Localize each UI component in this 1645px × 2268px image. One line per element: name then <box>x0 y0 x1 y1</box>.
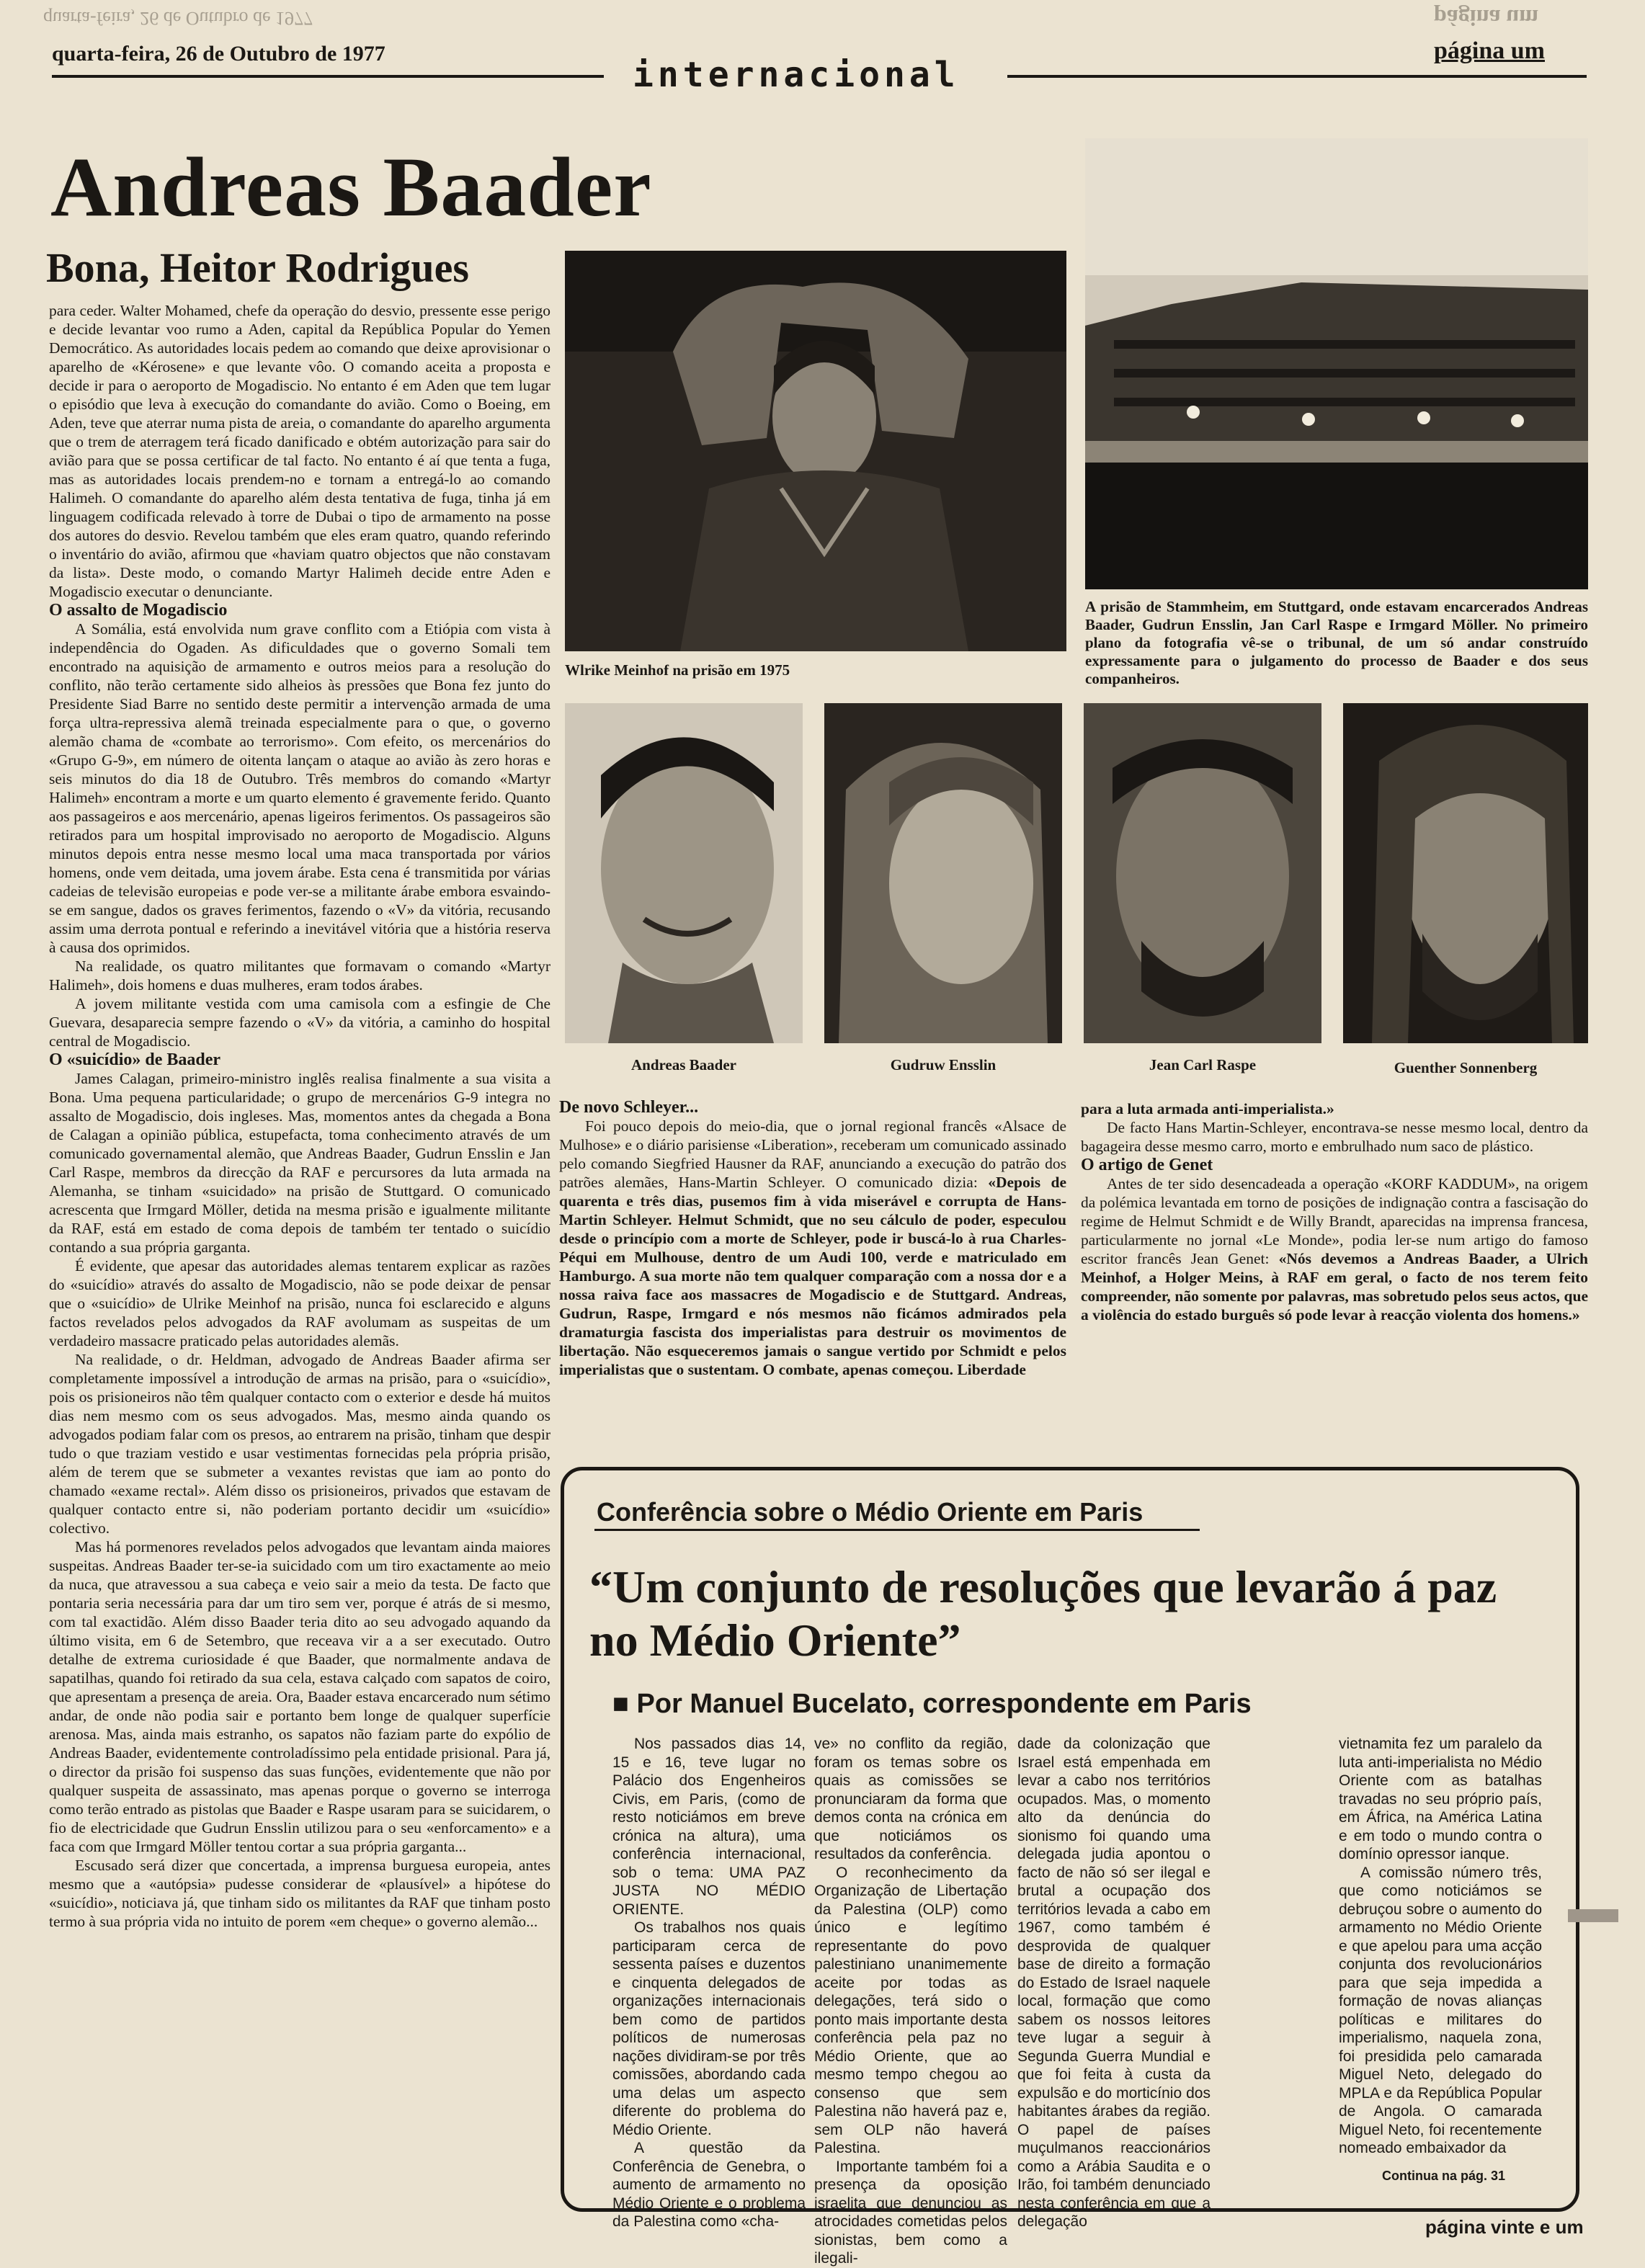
paragraph: Na realidade, o dr. Heldman, advogado de Andreas Baader afirma ser completamente impossível a introdução de armas na prisão, para o «suicídio», pois os prisioneiros não têm qualquer contacto com o exterior e desde há muitos dias nem mesmo com os seus advogados. Mas, mesmo ainda quando os advogados podiam falar com os presos, ao entrarem na prisão, tinham que despir tudo o que traziam vestido e usar vestimentas fornecidas pela própria prisão, além de terem que se submeter a vexantes revistas que iam ao ponto do chamado «exame rectal». Além disso os prisioneiros, privados que estavam de qualquer contacto entre si, não poderiam portanto decidir um «suicídio» colectivo. <box>49 1351 550 1537</box>
paragraph: Importante também foi a presença da oposição israelita que denunciou as atrocidades cometidas pelos sionistas, bem como a ilegali- <box>814 2158 1007 2267</box>
page-footer: página vinte e um <box>1425 2216 1584 2238</box>
paragraph: É evidente, que apesar das autoridades alemas tentarem explicar as razões do «suicídio» através do assalto de Mogadiscio, não se pode deixar de pensar que o «suicídio» de Ulrike Meinhof na prisão, nunca foi esclarecido e alguns factos revelados pelos advogados da RAF avolumam as suspeitas de um verdadeiro massacre praticado pelas autoridades alemãs. <box>49 1257 550 1349</box>
subheading: O artigo de Genet <box>1081 1156 1213 1174</box>
continued-note: Continua na pág. 31 <box>1382 2169 1506 2183</box>
portrait-baader <box>565 703 803 1043</box>
box-kicker: Conferência sobre o Médio Oriente em Paris <box>597 1497 1144 1527</box>
paragraph: Os trabalhos nos quais participaram cerca de sessenta países e duzentos e cinquenta delegados de organizações internacionais bem como de partidos políticos de numerosas nações dividiram-se por três comissões, abordando cada uma delas um aspecto diferente do problema do Médio Oriente. <box>612 1919 806 2138</box>
paragraph: A Somália, está envolvida num grave conflito com a Etiópia com vista à independência do Ogaden. As dificuldades que o governo Somali tem encontrado na aquisição de armamento e outros meios para a resolução do conflito, não terão certamente sido alheios às pressões que Bona fez junto do Presidente Siad Barre no sentido deste permitir a intervenção armada de uma força ultra-repressiva alemã treinada especialmente para o que, o governo alemão chama de «combate ao terrorismo». Com efeito, os mercenários do «Grupo G-9», em número de oitenta lançam o ataque ao avião às zero horas e seis minutos do dia 18 de Outubro. Três membros do comando «Martyr Halimeh» encontram a morte e um quarto elemento é gravemente ferido. Quanto aos passageiros e aos mercenário, apenas ligeiros ferimentos. Os passageiros são retirados para um hospital improvisado no aeroporto de Mogadiscio. Alguns minutos depois entra nesse mesmo local uma maca transportada por vários homens, onde vem deitada, uma jovem árabe. Esta cena é transmitida por várias cadeias de televisão europeias e pode ver-se a militante árabe embora esvaindo-se em sangue, dados os graves ferimentos, fazendo o «V» da vitória, recusando assim uma derrota pontual e referindo a inevitável vitória que a história reserva à causa dos oprimidos. <box>49 620 550 956</box>
paragraph: vietnamita fez um paralelo da luta anti-imperialista no Médio Oriente com as batalhas travadas no seu próprio país, em África, na América Latina e em todo o mundo contra o domínio opressor ianque. <box>1339 1736 1542 1862</box>
paragraph: para a luta armada anti-imperialista.» <box>1081 1100 1334 1117</box>
box-column-4 <box>1339 1735 1542 2158</box>
portrait-raspe <box>1084 703 1321 1043</box>
edge-stamp <box>1568 1909 1618 1922</box>
box-kicker-rule <box>594 1529 1200 1531</box>
box-column-1 <box>612 1735 806 2231</box>
paragraph: ve» no conflito da região, foram os temas sobre os quais as comissões se pronunciaram da forma que demos conta na crónica em que noticiámos os resultados da conferência. <box>814 1736 1007 1862</box>
article-headline: Andreas Baader <box>50 140 652 234</box>
paragraph: A questão da Conferência de Genebra, o aumento de armamento no Médio Oriente e o problema da Palestina como «cha- <box>612 2140 806 2230</box>
paragraph: James Calagan, primeiro-ministro inglês realisa finalmente a sua visita a Bona. Uma pequena particularidade; o grupo de mercenários G-9 integra no assalto de Mogadiscio, dois ingleses. Mas, momentos antes da chegada a Bona de Calagan a opinião pública, estupefacta, toma conhecimento através de um comunicado governamental alemão, que Andreas Baader, Gudrun Ensslin e Jan Carl Raspe, membros da direcção da RAF e percursores da luta armada na Alemanha, se tinham «suicidado» na prisão de Stuttgard. O comunicado acrescenta que Irmgard Möller, detida na mesma prisão e igualmente militante da RAF, está em estado de coma depois de também ter tentado o suicídio contando a sua própria garganta. <box>49 1070 550 1256</box>
paragraph: Mas há pormenores revelados pelos advogados que levantam ainda maiores suspeitas. Andreas Baader ter-se-ia suicidado com um tiro exactamente ao meio da nuca, que atravessou a sua cabeça e veio sair a meio da testa. De facto que pontaria seria necessária para dar um tiro sem ver, porque é atrás de si mesmo, com tal exactidão. Além disso Baader teria dito ao seu advogado aquando da último visita, em 6 de Setembro, que receava vir a a ser executado. Outro detalhe de extrema curiosidade é que Baader, que normalmente andava de sapatilhas, quando foi retirado da sua cela, estava calçado com sapatos de coiro, que apresentam a presença de areia. Ora, Baader estava encarcerado num sétimo andar, de onde não podia sair e portanto bem longe de qualquer superfície arenosa. Mas, ainda mais estranho, os sapatos não faziam parte do expólio de Andreas Baader, evidentemente controladíssimo pela entidade prisional. Para já, o director da prisão foi suspenso das suas funções, evidentemente que não por qualquer suspeita de assassinato, mas apenas porque o governo se interroga como terão entrado as pistolas que Baader e Raspe usaram para se suicidarem, o fio de electricidade que Gudrun Ensslin utilizou para o seu «enforcamento» e a faca com que Irmgard Möller tentou cortar a sua própria garganta... <box>49 1538 550 1855</box>
portrait-ensslin <box>824 703 1062 1043</box>
bleed-through-date: quarta-feira, 26 de Outubro de 1977 <box>43 8 313 29</box>
meinhof-caption: Wlrike Meinhof na prisão em 1975 <box>565 661 790 679</box>
paragraph: A jovem militante vestida com uma camisola com a esfingie de Che Guevara, desaparecia sempre fazendo o «V» da vitória, a caminho do hospital central de Mogadiscio. <box>49 995 550 1050</box>
paragraph: Na realidade, os quatro militantes que formavam o comando «Martyr Halimeh», dois homens e duas mulheres, eram todos árabes. <box>49 957 550 994</box>
portrait-caption: Jean Carl Raspe <box>1149 1056 1257 1073</box>
bleed-through-page: página um <box>1434 5 1538 31</box>
box-byline: ■ Por Manuel Bucelato, correspondente em Paris <box>612 1689 1252 1719</box>
article-byline: Bona, Heitor Rodrigues <box>46 244 469 291</box>
box-column-3 <box>1017 1735 1211 2231</box>
left-column <box>49 301 550 1931</box>
portrait-sonnenberg <box>1343 703 1588 1043</box>
right-column <box>1081 1099 1588 1324</box>
header-rule-right <box>1007 75 1587 78</box>
prison-photo <box>1085 138 1588 589</box>
paragraph: Foi pouco depois do meio-dia, que o jornal regional francês «Alsace de Mulhose» e o diário parisiense «Liberation», receberam um comunicado assinado pelo comando Siegfried Hausner da RAF, anunciando a execução do patrão dos patrões alemães, Hans-Martin Schleyer. O comunicado dizia: «Depois de quarenta e três dias, pusemos fim à vida miserável e corrupta de Hans-Martin Schleyer. Helmut Schmidt, que no seu cálculo de poder, especulou desde o princípio com a morte de Schleyer, pode ir buscá-lo à rua Charles-Péqui em Mulhouse, dentro de um Audi 100, verde e matriculado em Hamburgo. A sua morte não tem qualquer comparação com a nossa dor e a nossa raiva face aos massacres de Mogadiscio e de Stuttgard. Andreas, Gudrun, Raspe, Irmgard e nós mesmos não ficámos admirados pela dramaturgia fascista dos imperialistas para destruir os movimentos de libertação. Não esqueceremos jamais o sangue vertido por Schmidt e pelos imperialistas que o sustentam. O combate, apenas começou. Liberdade <box>559 1117 1066 1378</box>
box-headline: “Um conjunto de resoluções que levarão á paz no Médio Oriente” <box>589 1561 1497 1666</box>
bullet-icon: ■ <box>612 1689 637 1719</box>
portrait-caption: Andreas Baader <box>630 1056 737 1073</box>
paragraph: O reconhecimento da Organização de Libertação da Palestina (OLP) como único e legítimo representante do povo palestiniano unanimemente aceite por todas as delegações, terá sido o ponto mais importante desta conferência pela paz no Médio Oriente, que ao mesmo tempo chegou ao consenso que sem Palestina não haverá paz e, sem OLP não haverá Palestina. <box>814 1864 1007 2156</box>
subheading: O «suicídio» de Baader <box>49 1050 221 1069</box>
subheading: De novo Schleyer... <box>559 1098 699 1117</box>
issue-date: quarta-feira, 26 de Outubro de 1977 <box>52 42 385 66</box>
paragraph: De facto Hans Martin-Schleyer, encontrava-se nesse mesmo local, dentro da bagageira desse mesmo carro, morto e embrulhado num saco de plástico. <box>1081 1119 1588 1155</box>
section-title: internacional <box>633 55 960 95</box>
box-column-2 <box>814 1735 1007 2268</box>
middle-column <box>559 1098 1066 1379</box>
prison-caption: A prisão de Stammheim, em Stuttgard, onde estavam encarcerados Andreas Baader, Gudrun Ensslin, Jan Carl Raspe e Irmgard Möller. No primeiro plano da fotografia vê-se o tribunal, de um só andar construído expressamente para o julgamento do processo de Baader e dos seus companheiros. <box>1085 598 1588 687</box>
meinhof-photo <box>565 251 1066 651</box>
header-rule-left <box>52 75 604 78</box>
paragraph: dade da colonização que Israel está empenhada em levar a cabo nos territórios ocupados. Mas, o momento alto da denúncia do sionismo foi quando uma delegada judia apontou o facto de não só ser ilegal e brutal a ocupação dos territórios levada a cabo em 1967, como também é desprovida de qualquer base de direito a formação do Estado de Israel naquele local, formação que como sabem os nossos leitores teve lugar a seguir à Segunda Guerra Mundial e que foi feita à custa da expulsão e do morticínio dos habitantes árabes da região. O papel de países muçulmanos reaccionários como a Arábia Saudita e o Irão, foi também denunciado nesta conferência em que a delegação <box>1017 1736 1211 2230</box>
portrait-caption: Guenther Sonnenberg <box>1394 1059 1538 1076</box>
paragraph: A comissão número três, que como noticiámos se debruçou sobre o aumento do armamento no Médio Oriente e que apelou para uma acção conjunta dos revolucionários para que seja impedida a formação de novas alianças políticas e militares do imperialismo, naquela zona, foi presidida pelo camarada Miguel Neto, delegado do MPLA e da República Popular de Angola. O camarada Miguel Neto, foi recentemente nomeado embaixador da <box>1339 1864 1542 2156</box>
paragraph: Nos passados dias 14, 15 e 16, teve lugar no Palácio dos Engenheiros Civis, em Paris, (como de resto noticiámos em breve crónica na altura), uma conferência internacional, sob o tema: UMA PAZ JUSTA NO MÉDIO ORIENTE. <box>612 1736 806 1918</box>
subheading: O assalto de Mogadiscio <box>49 601 228 620</box>
portrait-caption: Gudruw Ensslin <box>890 1056 997 1073</box>
paragraph: Antes de ter sido desencadeada a operação «KORF KADDUM», na origem da polémica levantada em torno de posições de indignação contra a fascisação do regime de Helmut Schmidt e de Willy Brandt, aparecidas na imprensa francesa, particularmente no jornal «Le Monde», podia ler-se num artigo do famoso escritor francês Jean Genet: «Nós devemos a Andreas Baader, a Ulrich Meinhof, a Holger Meins, à RAF em geral, o facto de nos terem feito compreender, não somente por palavras, mas sobretudo pelos seus actos, que a violência do estado burguês só pode levar à reacção violenta dos homens.» <box>1081 1175 1588 1323</box>
paragraph: Escusado será dizer que concertada, a imprensa burguesa europeia, antes mesmo que a «autópsia» pudesse considerar de «plausível» a hipótese do «suicídio», noticiava já, que tinham sido os militantes da RAF que tinham posto termo à sua própria vida no intuito de porem «em cheque» o governo alemão... <box>49 1857 550 1930</box>
page-label: página um <box>1434 37 1545 64</box>
paragraph: para ceder. Walter Mohamed, chefe da operação do desvio, pressente esse perigo e decide levantar voo rumo a Aden, capital da República Popular do Yemen Democrático. As autoridades locais pedem ao comando que deixe aprovisionar o aparelho de «Kérosene» e que levante vôo. O comando aceita a proposta e decide ir para o aeroporto de Mogadiscio. No entanto é em Aden que tem lugar o episódio que leva à execução do comandante do avião. Como o Boeing, em Aden, teve que aterrar numa pista de areia, o comandante do aparelho argumenta que o trem de aterragem terá ficado danificado e obtém autorização para sair do avião para que se possa certificar de tal facto. No entanto é aí que tenta a fuga, mas as autoridades locais prendem-no e tornam a entregá-lo ao comando Halimeh. O comandante do aparelho além desta tentativa de fuga, tinha já em linguagem codificada relevado à torre de Dubai o tipo de armamento na posse dos autores do desvio. Revelou também que eles eram quatro, quando referindo o inventário do avião, afirmou que «haviam quatro objectos que não constavam da lista». Deste modo, o comando Martyr Halimeh decide entre Aden e Mogadiscio executar o denunciante. <box>49 302 550 600</box>
